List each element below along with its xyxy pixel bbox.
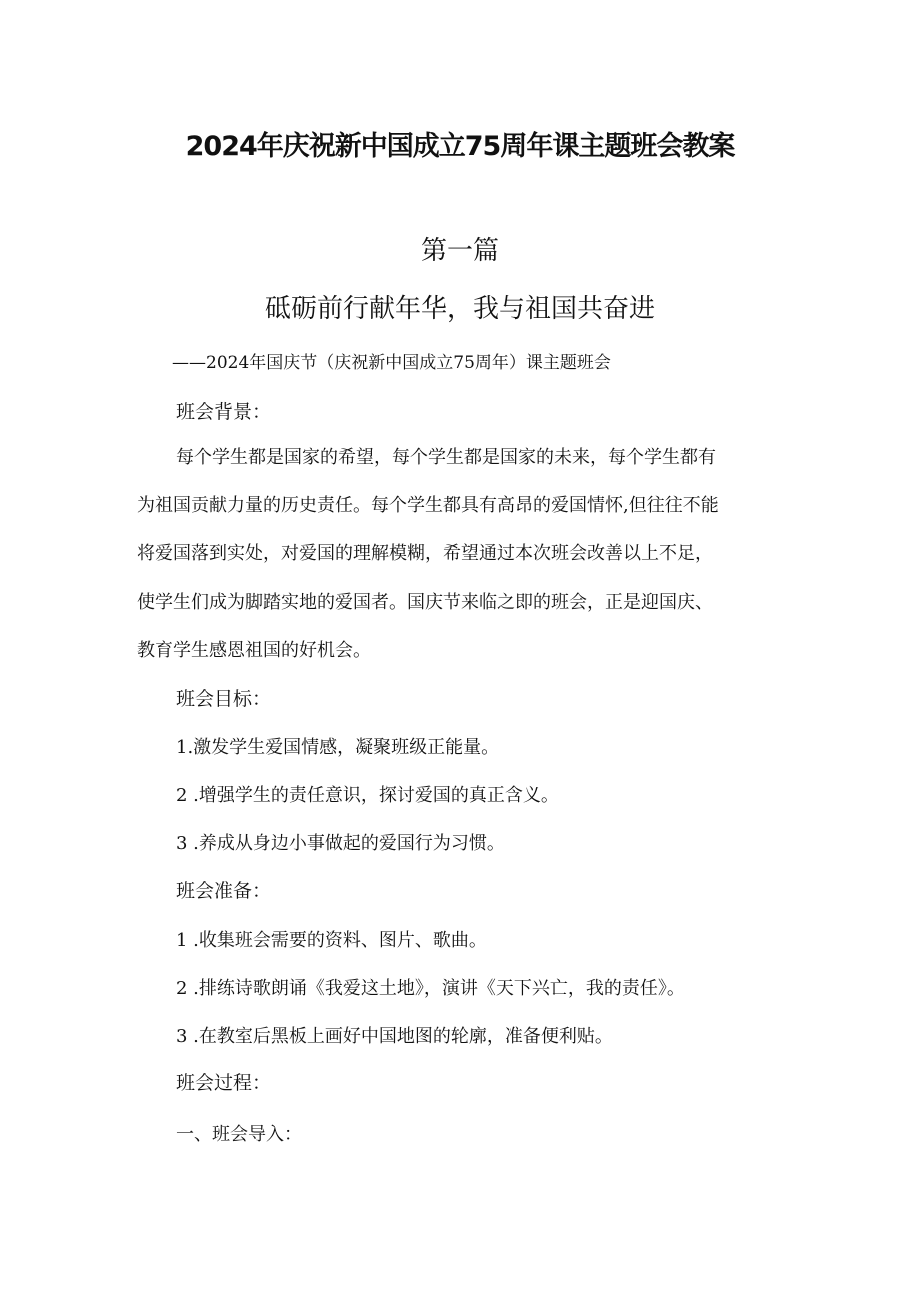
goal-item: 3 .养成从身边小事做起的爱国行为习惯。: [176, 833, 505, 854]
background-paragraph-line: 每个学生都是国家的希望，每个学生都是国家的未来，每个学生都有: [176, 447, 716, 468]
goal-item: 1.激发学生爱国情感，凝聚班级正能量。: [176, 737, 500, 758]
background-paragraph-line: 为祖国贡献力量的历史责任。每个学生都具有高昂的爱国情怀,但往往不能: [137, 495, 719, 516]
goals-heading: 班会目标：: [176, 688, 272, 710]
preparation-item: 2 .排练诗歌朗诵《我爱这土地》，演讲《天下兴亡，我的责任》。: [176, 978, 685, 999]
document-title: 2024年庆祝新中国成立75周年课主题班会教案: [185, 131, 735, 162]
background-paragraph-line: 将爱国落到实处，对爱国的理解模糊，希望通过本次班会改善以上不足，: [137, 543, 713, 564]
process-step-heading: 一、班会导入：: [176, 1124, 302, 1145]
tagline: ——2024年国庆节（庆祝新中国成立75周年）课主题班会: [172, 353, 611, 373]
process-heading: 班会过程：: [176, 1072, 272, 1094]
background-paragraph-line: 教育学生感恩祖国的好机会。: [137, 640, 371, 661]
goal-item: 2 .增强学生的责任意识，探讨爱国的真正含义。: [176, 785, 559, 806]
preparation-item: 3 .在教室后黑板上画好中国地图的轮廓，准备便利贴。: [176, 1026, 613, 1047]
background-heading: 班会背景：: [176, 401, 272, 423]
preparation-heading: 班会准备：: [176, 880, 272, 902]
preparation-item: 1 .收集班会需要的资料、图片、歌曲。: [176, 930, 487, 951]
part-heading: 第一篇: [420, 236, 499, 266]
part-subtitle: 砥砺前行献年华，我与祖国共奋进: [264, 294, 655, 324]
background-paragraph-line: 使学生们成为脚踏实地的爱国者。国庆节来临之即的班会，正是迎国庆、: [137, 592, 713, 613]
